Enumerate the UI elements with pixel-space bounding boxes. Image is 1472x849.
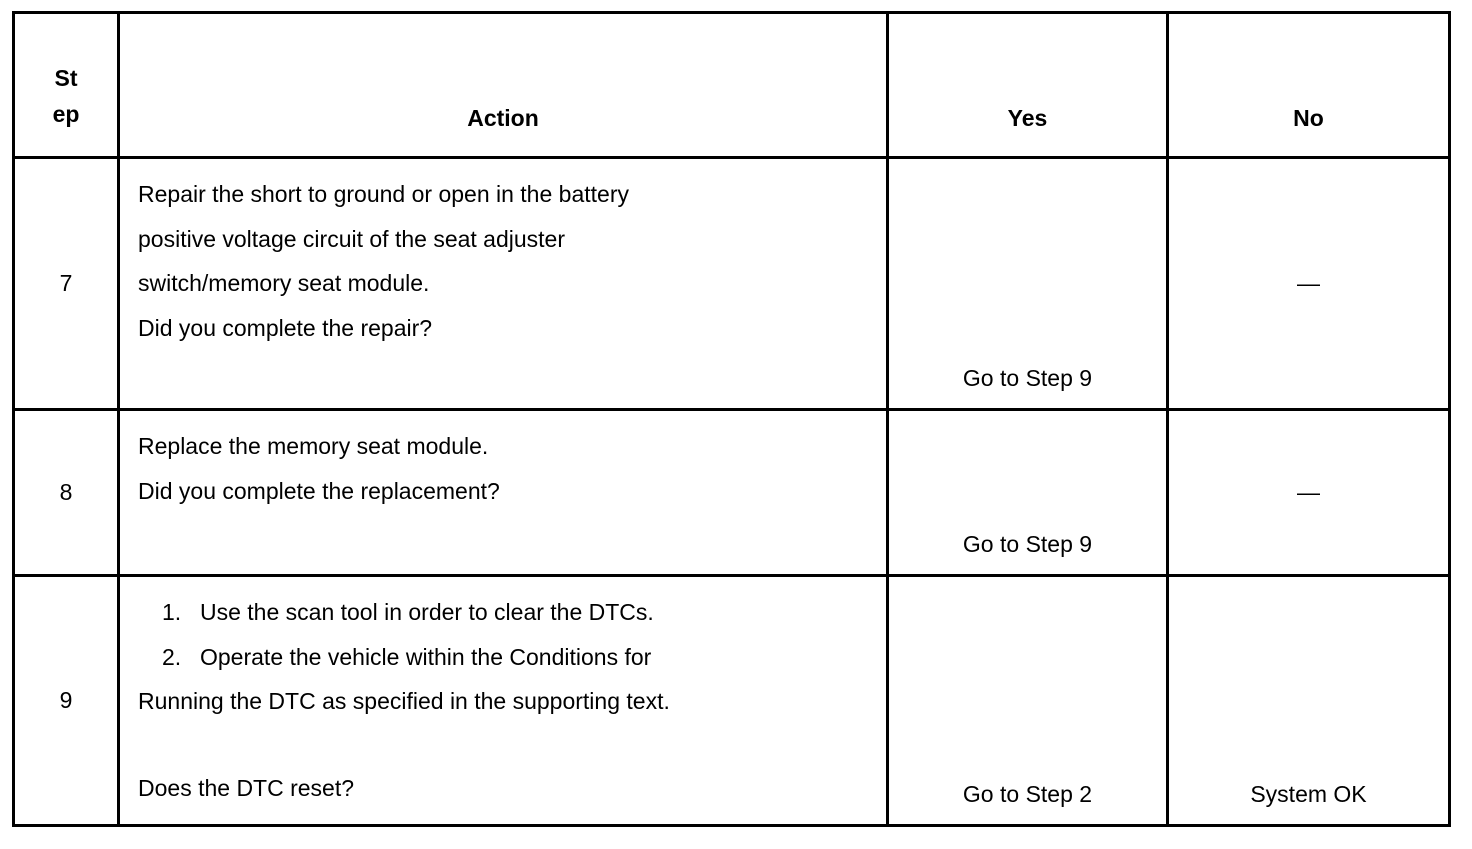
action-question: Did you complete the repair? [138, 314, 433, 341]
no-cell [1168, 158, 1450, 410]
diagnostic-steps-table [12, 11, 1451, 827]
yes-value: Go to Step 9 [962, 365, 1093, 391]
action-line: Replace the memory seat module. [138, 433, 489, 459]
action-line: positive voltage circuit of the seat adjuster [138, 225, 566, 252]
no-value: — [1297, 479, 1320, 505]
action-line: Running the DTC as specified in the supporting text. [138, 688, 670, 714]
yes-cell [888, 158, 1168, 410]
yes-cell [888, 576, 1168, 826]
table-row-step-9 [14, 576, 1450, 826]
action-line: switch/memory seat module. [138, 270, 430, 296]
col-header-step [14, 13, 119, 158]
table-row-step-8 [14, 410, 1450, 576]
list-item-number: 1. [162, 599, 182, 625]
header-row [14, 13, 1450, 158]
action-cell [119, 158, 888, 410]
col-header-no: No [1168, 13, 1450, 158]
action-cell [119, 576, 888, 826]
col-header-action: Action [119, 13, 888, 158]
action-question: Does the DTC reset? [138, 774, 355, 801]
yes-value: Go to Step 9 [962, 531, 1093, 557]
no-value: System OK [1250, 781, 1367, 807]
col-header-yes: Yes [888, 13, 1168, 158]
step-number: 7 [14, 158, 119, 410]
step-number: 9 [14, 576, 119, 826]
no-value: — [1297, 270, 1320, 296]
table-row-step-7 [14, 158, 1450, 410]
col-header-step-line1: St [54, 65, 78, 91]
yes-cell [888, 410, 1168, 576]
list-item-number: 2. [162, 643, 182, 670]
list-item-text: Operate the vehicle within the Conditions for [200, 643, 652, 670]
yes-value: Go to Step 2 [962, 781, 1093, 807]
action-cell [119, 410, 888, 576]
col-header-step-line2: ep [52, 101, 80, 127]
action-list-item [138, 635, 866, 680]
no-cell [1168, 410, 1450, 576]
action-list-item [138, 590, 866, 635]
action-line: Repair the short to ground or open in the battery [138, 181, 629, 207]
list-item-text: Use the scan tool in order to clear the DTCs. [200, 599, 654, 625]
action-question: Did you complete the replacement? [138, 477, 500, 504]
no-cell [1168, 576, 1450, 826]
step-number: 8 [14, 410, 119, 576]
